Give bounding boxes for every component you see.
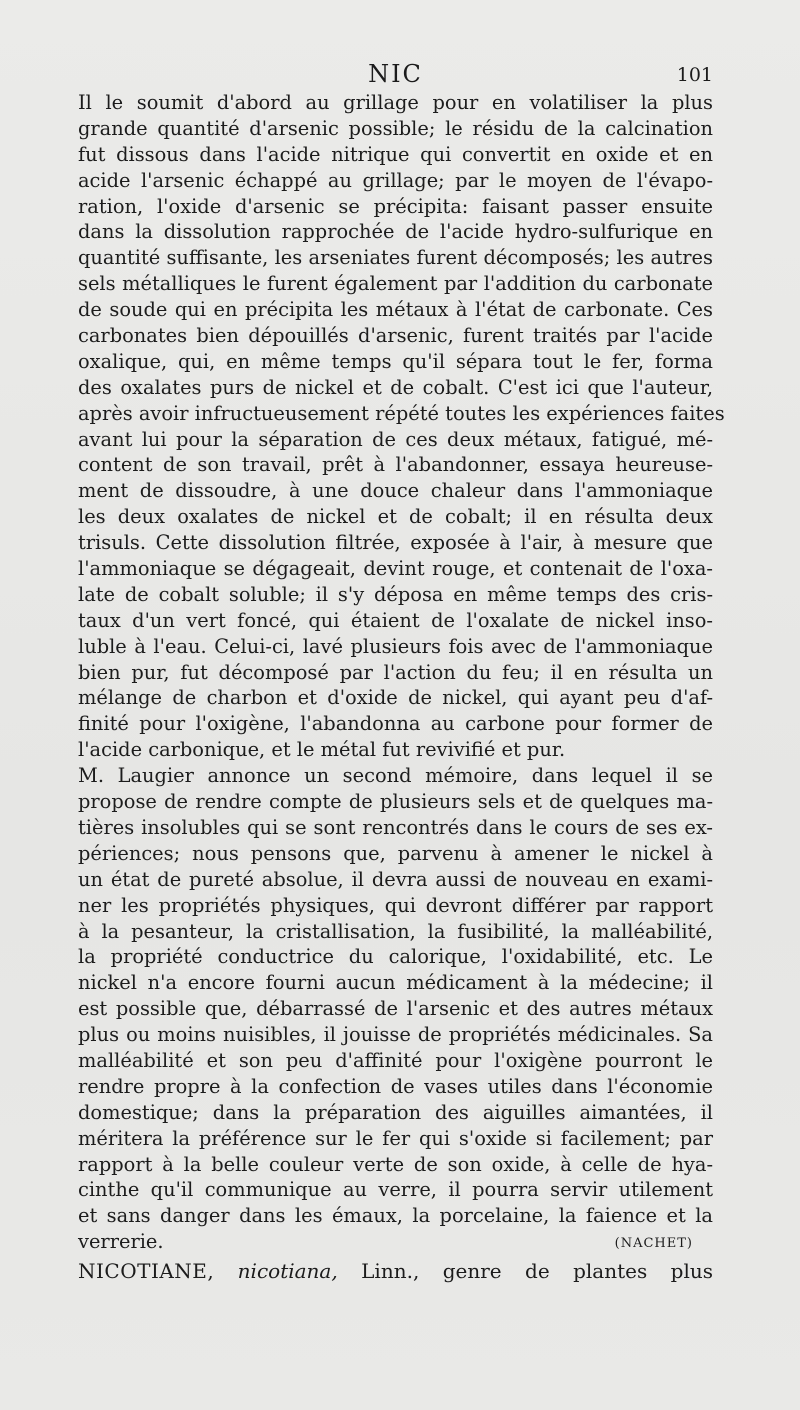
- text-line: carbonates bien dépouillés d'arsenic, furent traités par l'acide: [78, 324, 713, 348]
- text-line: late de cobalt soluble; il s'y déposa en même temps des cris-: [78, 582, 713, 606]
- text-line: finité pour l'oxigène, l'abandonna au carbone pour former de: [78, 712, 713, 736]
- body-text: [78, 90, 725, 1285]
- text-line: dans la dissolution rapprochée de l'acide hydro-sulfurique en: [78, 220, 713, 244]
- entry-headword: NICOTIANE,: [78, 1259, 215, 1284]
- text-line-content: verrerie.: [78, 1230, 164, 1254]
- text-line: rapport à la belle couleur verte de son oxide, à celle de hya-: [78, 1152, 713, 1176]
- text-line: après avoir infructueusement répété toutes les expériences faites: [78, 401, 725, 425]
- text-line: ment de dissoudre, à une douce chaleur dans l'ammoniaque: [78, 479, 713, 503]
- text-line: quantité suffisante, les arseniates furent décomposés; les autres: [78, 246, 713, 270]
- text-line: ner les propriétés physiques, qui devront différer par rapport: [78, 893, 713, 917]
- text-line: et sans danger dans les émaux, la porcelaine, la faience et la: [78, 1204, 713, 1228]
- text-line: mélange de charbon et d'oxide de nickel, qui ayant peu d'af-: [78, 686, 713, 710]
- running-head: [78, 60, 713, 92]
- text-line: avant lui pour la séparation de ces deux métaux, fatigué, mé-: [78, 427, 713, 451]
- text-line: oxalique, qui, en même temps qu'il sépara tout le fer, forma: [78, 349, 713, 373]
- text-line: la propriété conductrice du calorique, l'oxidabilité, etc. Le: [78, 945, 713, 969]
- text-line: plus ou moins nuisibles, il jouisse de propriétés médicinales. Sa: [78, 1023, 713, 1047]
- text-line: Il le soumit d'abord au grillage pour en volatiliser la plus: [78, 91, 713, 114]
- text-line: content de son travail, prêt à l'abandonner, essaya heureuse-: [78, 453, 713, 477]
- text-line: des oxalates purs de nickel et de cobalt. C'est ici que l'auteur,: [78, 375, 713, 399]
- text-line: un état de pureté absolue, il devra aussi de nouveau en exami-: [78, 867, 713, 891]
- text-line: cinthe qu'il communique au verre, il pourra servir utilement: [78, 1178, 713, 1202]
- text-line: propose de rendre compte de plusieurs sels et de quelques ma-: [78, 790, 713, 814]
- text-line: à la pesanteur, la cristallisation, la fusibilité, la malléabilité,: [78, 919, 713, 943]
- entry-latin-name: nicotiana,: [237, 1259, 338, 1284]
- text-line: périences; nous pensons que, parvenu à amener le nickel à: [78, 841, 713, 865]
- text-line: nickel n'a encore fourni aucun médicament à la médecine; il: [78, 971, 713, 995]
- text-line: [78, 1229, 713, 1255]
- author-signature: (NACHET): [614, 1236, 693, 1252]
- text-line: M. Laugier annonce un second mémoire, dans lequel il se: [78, 764, 713, 788]
- text-line: domestique; dans la préparation des aiguilles aimantées, il: [78, 1100, 713, 1124]
- text-line: est possible que, débarrassé de l'arsenic et des autres métaux: [78, 997, 713, 1021]
- text-line: sels métalliques le furent également par l'addition du carbonate: [78, 272, 713, 296]
- text-line: bien pur, fut décomposé par l'action du feu; il en résulta un: [78, 660, 713, 684]
- text-line: fut dissous dans l'acide nitrique qui convertit en oxide et en: [78, 142, 713, 166]
- text-line: méritera la préférence sur le fer qui s'oxide si facilement; par: [78, 1126, 713, 1150]
- paragraph-second-memoir: [78, 763, 713, 1255]
- text-line: ration, l'oxide d'arsenic se précipita: faisant passer ensuite: [78, 194, 713, 218]
- text-line: de soude qui en précipita les métaux à l'état de carbonate. Ces: [78, 298, 713, 322]
- text-line: l'ammoniaque se dégageait, devint rouge, et contenait de l'oxa-: [78, 557, 713, 581]
- text-line: luble à l'eau. Celui-ci, lavé plusieurs fois avec de l'ammoniaque: [78, 634, 713, 658]
- text-line: les deux oxalates de nickel et de cobalt; il en résulta deux: [78, 505, 713, 529]
- running-title: NIC: [368, 60, 423, 88]
- text-line: taux d'un vert foncé, qui étaient de l'oxalate de nickel inso-: [78, 608, 713, 632]
- page-number: 101: [676, 64, 713, 86]
- text-line: tières insolubles qui se sont rencontrés dans le cours de ses ex-: [78, 815, 713, 839]
- text-line: malléabilité et son peu d'affinité pour l'oxigène pourront le: [78, 1048, 713, 1072]
- text-line: rendre propre à la confection de vases utiles dans l'économie: [78, 1074, 713, 1098]
- text-line: grande quantité d'arsenic possible; le résidu de la calcination: [78, 116, 713, 140]
- text-line: l'acide carbonique, et le métal fut revivifié et pur.: [78, 738, 566, 762]
- next-entry-line: [78, 1259, 713, 1285]
- entry-description: Linn., genre de plantes plus: [361, 1259, 714, 1284]
- text-line: trisuls. Cette dissolution filtrée, exposée à l'air, à mesure que: [78, 531, 713, 555]
- text-line: acide l'arsenic échappé au grillage; par le moyen de l'évapo-: [78, 168, 713, 192]
- paragraph-laugier-method: [78, 90, 725, 763]
